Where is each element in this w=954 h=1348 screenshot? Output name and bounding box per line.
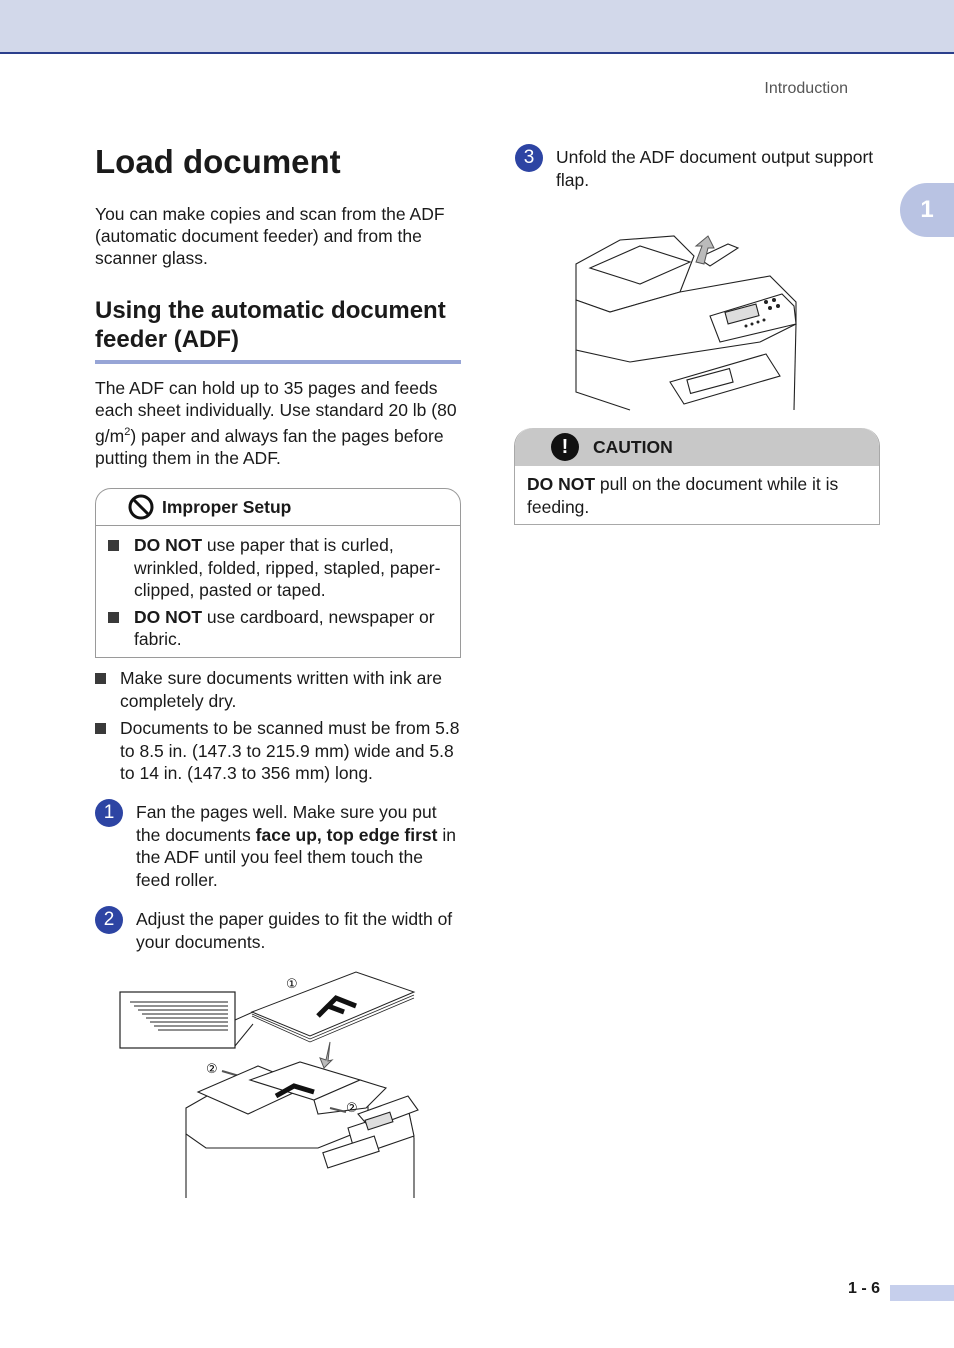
list-item — [108, 606, 450, 651]
page-number: 1 - 6 — [848, 1280, 881, 1297]
list-item — [95, 717, 465, 785]
bullet-square-icon — [95, 673, 106, 684]
chapter-tab[interactable]: 1 — [900, 183, 954, 237]
page-title: Load document — [95, 143, 341, 180]
notes-list — [95, 667, 465, 790]
callout-1-label: ① — [286, 977, 298, 992]
step-number-badge: 1 — [95, 799, 123, 827]
caution-text: pull on the document while it is feeding. — [527, 474, 839, 517]
adf-text-part1: The ADF can hold up to 35 pages and feeds each sheet individually. Use standard 20 lb (80 g/m — [95, 378, 457, 446]
section-label: Introduction — [764, 80, 848, 97]
adf-loading-illustration — [118, 968, 423, 1200]
do-not-label: DO NOT — [527, 474, 596, 494]
footer-bar — [890, 1285, 954, 1301]
step-text — [136, 801, 461, 891]
step-text-part: Fan the pages well. Make sure you put the documents — [136, 802, 437, 845]
do-not-label: DO NOT — [134, 535, 203, 555]
caution-label: CAUTION — [593, 436, 673, 457]
step-1 — [95, 801, 461, 891]
adf-output-flap-illustration — [570, 232, 800, 412]
intro-paragraph: You can make copies and scan from the ADF (automatic document feeder) and from the scanner glass. — [95, 204, 445, 268]
step-text: Unfold the ADF document output support flap. — [556, 147, 874, 190]
section-heading: Using the automatic document feeder (ADF) — [95, 296, 461, 364]
bullet-square-icon — [95, 723, 106, 734]
list-item-text: use paper that is curled, wrinkled, folded, ripped, stapled, paper-clipped, pasted or taped. — [134, 535, 441, 600]
no-entry-icon — [128, 494, 154, 520]
improper-setup-header — [96, 489, 460, 526]
caution-body — [515, 466, 879, 525]
step-number-badge: 2 — [95, 906, 123, 934]
exclamation-icon: ! — [551, 433, 579, 461]
step-text-part: in the ADF until you feel them touch the feed roller. — [136, 824, 456, 890]
bullet-square-icon — [108, 540, 119, 551]
do-not-label: DO NOT — [134, 606, 203, 627]
adf-paragraph — [95, 377, 465, 469]
step-emphasis: face up, top edge first — [255, 824, 438, 845]
step-text: Adjust the paper guides to fit the width of your documents. — [136, 909, 453, 952]
caution-box — [514, 428, 880, 525]
improper-setup-box — [95, 488, 461, 658]
callout-2b-label: ② — [346, 1101, 358, 1116]
adf-superscript: 2 — [124, 426, 131, 438]
list-item-text: Make sure documents written with ink are completely dry. — [120, 668, 442, 711]
list-item-text: Documents to be scanned must be from 5.8 to 8.5 in. (147.3 to 215.9 mm) wide and 5.8 to 14 in. (147.3 to 356 mm) long. — [120, 718, 460, 783]
list-item — [95, 667, 465, 712]
list-item — [108, 534, 450, 602]
step-number-badge: 3 — [515, 144, 543, 172]
step-3 — [515, 146, 881, 191]
adf-text-part2: ) paper and always fan the pages before putting them in the ADF. — [95, 425, 444, 468]
bullet-square-icon — [108, 612, 119, 623]
caution-header — [515, 428, 879, 466]
top-header-band — [0, 0, 954, 54]
improper-setup-label: Improper Setup — [162, 496, 292, 517]
list-item-text: use cardboard, newspaper or fabric. — [134, 606, 435, 649]
callout-2-label: ② — [206, 1062, 218, 1077]
step-2 — [95, 908, 461, 953]
